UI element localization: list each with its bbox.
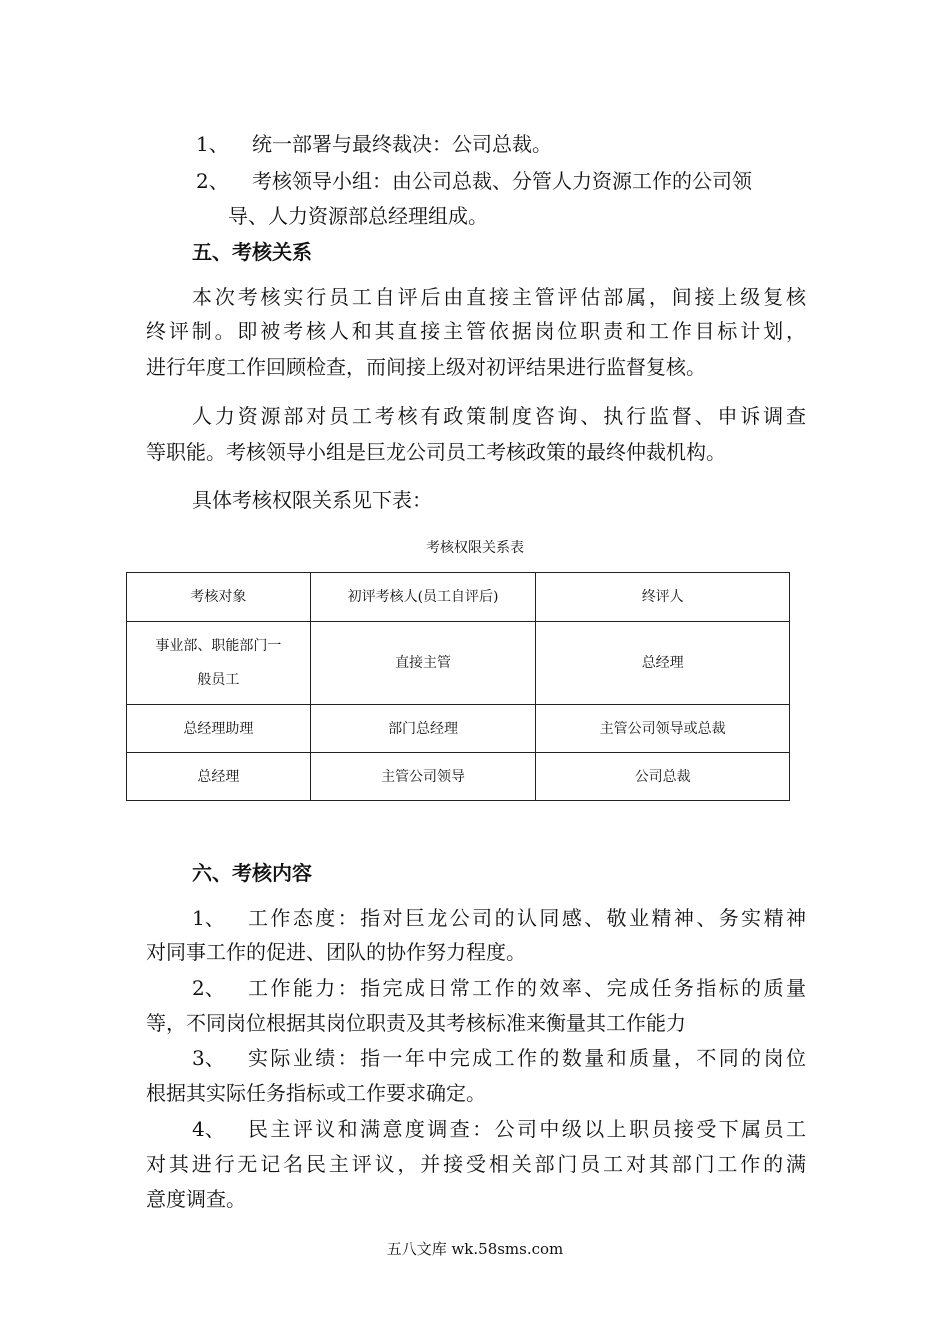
table-cell: 总经理 <box>127 753 311 801</box>
table-cell: 总经理助理 <box>127 705 311 753</box>
section5-paragraph1-line2: 终评制。即被考核人和其直接主管依据岗位职责和工作目标计划， <box>146 319 806 343</box>
section5-paragraph1-line1: 本次考核实行员工自评后由直接主管评估部属，间接上级复核 <box>192 285 806 309</box>
table-cell: 总经理 <box>536 622 790 705</box>
section6-item-2-cont: 等，不同岗位根据其岗位职责及其考核标准来衡量其工作能力 <box>146 1011 686 1035</box>
section5-paragraph2-line2: 等职能。考核领导小组是巨龙公司员工考核政策的最终仲裁机构。 <box>146 440 726 464</box>
section6-item-4: 4、 民主评议和满意度调查：公司中级以上职员接受下属员工 <box>192 1117 806 1141</box>
table-header-cell: 初评考核人(员工自评后) <box>310 573 536 622</box>
section6-heading: 六、考核内容 <box>192 861 312 885</box>
table-cell: 主管公司领导或总裁 <box>536 705 790 753</box>
table-row <box>127 622 790 705</box>
section6-item-4-cont2: 意度调查。 <box>146 1187 246 1211</box>
section5-paragraph1-line3: 进行年度工作回顾检查，而间接上级对初评结果进行监督复核。 <box>146 355 706 379</box>
table-header-cell: 考核对象 <box>127 573 311 622</box>
table-cell: 主管公司领导 <box>310 753 536 801</box>
table-header-cell: 终评人 <box>536 573 790 622</box>
section5-heading: 五、考核关系 <box>192 240 312 264</box>
section5-paragraph2-line1: 人力资源部对员工考核有政策制度咨询、执行监督、申诉调查 <box>192 404 806 428</box>
table-row <box>127 753 790 801</box>
section6-item-1-cont: 对同事工作的促进、团队的协作努力程度。 <box>146 940 526 964</box>
section6-item-1: 1、 工作态度：指对巨龙公司的认同感、敬业精神、务实精神 <box>192 906 806 930</box>
permission-table <box>126 572 790 801</box>
section5-paragraph3: 具体考核权限关系见下表： <box>192 488 432 512</box>
table-cell: 部门总经理 <box>310 705 536 753</box>
leadership-item-1: 1、 统一部署与最终裁决：公司总裁。 <box>196 132 552 156</box>
section6-item-3: 3、 实际业绩：指一年中完成工作的数量和质量，不同的岗位 <box>192 1046 806 1070</box>
table-cell-line: 般员工 <box>197 672 240 688</box>
table-cell-line: 事业部、职能部门一 <box>155 638 282 654</box>
section6-item-3-cont: 根据其实际任务指标或工作要求确定。 <box>146 1081 486 1105</box>
table-row <box>127 705 790 753</box>
footer-watermark: 五八文库 wk.58sms.com <box>386 1240 564 1258</box>
table-caption: 考核权限关系表 <box>426 540 524 556</box>
leadership-item-2-cont: 导、人力资源部总经理组成。 <box>228 204 488 228</box>
section6-item-4-cont1: 对其进行无记名民主评议，并接受相关部门员工对其部门工作的满 <box>146 1152 806 1176</box>
section6-item-2: 2、 工作能力：指完成日常工作的效率、完成任务指标的质量 <box>192 976 806 1000</box>
table-header-row <box>127 573 790 622</box>
table-cell <box>127 622 311 705</box>
table-cell: 直接主管 <box>310 622 536 705</box>
table-cell: 公司总裁 <box>536 753 790 801</box>
leadership-item-2: 2、 考核领导小组：由公司总裁、分管人力资源工作的公司领 <box>196 169 752 193</box>
